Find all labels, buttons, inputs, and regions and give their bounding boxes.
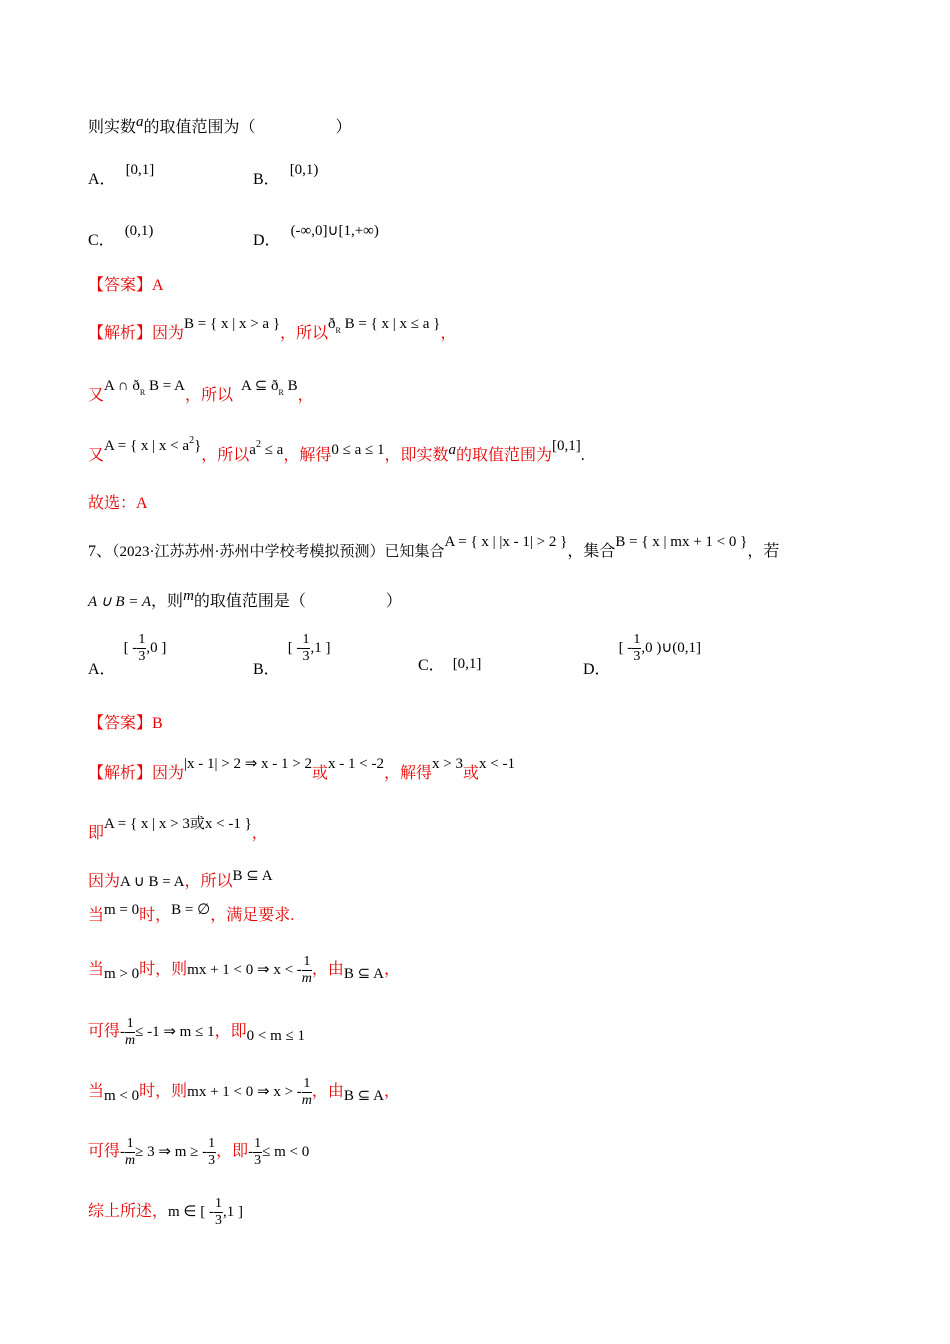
q7-a5-num: 1 — [303, 954, 311, 969]
q6-math-6-end: ≤ a — [260, 442, 284, 458]
q6-analysis-1a: 因为 — [152, 325, 185, 342]
q7-option-b-label: B． — [253, 660, 280, 678]
q7-a8-den2: 3 — [208, 1153, 216, 1168]
q6-math-6: a — [249, 442, 256, 458]
q6-line2-a: 又 — [88, 387, 105, 404]
q7-stem-line-1 — [88, 534, 780, 562]
q6-stem-text: 则实数 — [88, 119, 137, 136]
q6-line3-b: ，所以 — [201, 447, 250, 464]
q7-a7-math2: mx + 1 < 0 ⇒ x > - — [187, 1083, 302, 1100]
q7-a6-den: m — [125, 1033, 136, 1048]
q6-math-2: B = { x | x ≤ a } — [344, 316, 441, 332]
q7-a8-den: m — [125, 1153, 136, 1168]
q7-option-b — [253, 632, 331, 678]
q7-a5-b: 时，则 — [139, 960, 188, 978]
q7-a6-b: ，即 — [214, 1022, 247, 1040]
q7-a8-num2: 1 — [208, 1136, 216, 1151]
q7-a7-den: m — [301, 1093, 312, 1108]
q6-option-a-label: A． — [88, 171, 116, 188]
q7-option-b-post: ,1 ] — [310, 639, 331, 656]
q6-option-a-math: [0,1] — [125, 162, 155, 178]
q7-a8-num3: 1 — [254, 1136, 262, 1151]
q6-math-5-end: } — [194, 438, 202, 454]
q7-a1-solve: ，解得 — [383, 765, 432, 782]
q6-line3-c: ，解得 — [283, 447, 332, 464]
q7-analysis-line-5 — [88, 954, 400, 987]
q7-a5-math1: m > 0 — [104, 965, 140, 982]
q7-a1-math1: |x - 1| > 2 ⇒ x - 1 > 2 — [184, 756, 313, 772]
q6-conclusion: 故选：A — [88, 495, 148, 512]
q7-a1-math4: x < -1 — [478, 756, 515, 772]
q7-analysis-line-2 — [88, 816, 268, 844]
q6-analysis-label: 【解析】 — [88, 325, 153, 342]
q7-a7-math1: m < 0 — [104, 1087, 140, 1104]
q7-answer: 【答案】B — [88, 715, 163, 732]
q6-math-7: 0 ≤ a ≤ 1 — [331, 442, 385, 458]
q6-line3-f: . — [580, 447, 585, 464]
q6-option-c-math: (0,1) — [124, 223, 154, 239]
q6-option-d-math: (-∞,0]∪[1,+∞) — [290, 223, 379, 239]
q7-a9-num: 1 — [215, 1196, 222, 1211]
q7-a2-end: ， — [251, 825, 268, 842]
q7-a2: 即 — [88, 825, 105, 842]
q7-analysis-line-9 — [88, 1196, 243, 1229]
q7-line2-a: ，则 — [151, 593, 184, 610]
q7-option-a — [88, 632, 167, 678]
q7-option-b-den: 3 — [302, 649, 310, 664]
q6-math-3: A ∩ ð — [104, 378, 140, 394]
q7-a9-den: 3 — [215, 1213, 222, 1228]
q6-line2-b: ，所以 — [184, 387, 233, 404]
q7-a6: 可得 — [88, 1022, 121, 1040]
q7-a5-den: m — [301, 971, 312, 986]
q7-a5: 当 — [88, 960, 105, 978]
q7-a9-end: ,1 ] — [223, 1203, 243, 1220]
q6-stem-var: a — [136, 114, 144, 130]
q7-number: 7、 — [88, 543, 113, 560]
q7-set-b-text: ，集合 — [567, 543, 616, 560]
q7-option-d-num: 1 — [633, 632, 641, 647]
q7-analysis-line-3 — [88, 868, 273, 892]
q7-a8-math3: - — [248, 1143, 254, 1160]
q7-analysis-line-8 — [88, 1136, 309, 1169]
q7-a2-math: A = { x | x > 3或x < -1 } — [104, 816, 252, 832]
q6-math-4: A ⊆ ð — [240, 378, 279, 394]
q7-option-a-label: A． — [88, 660, 116, 678]
q7-a6-math3: 0 < m ≤ 1 — [246, 1027, 305, 1044]
q7-analysis-line-1 — [88, 756, 515, 784]
q7-option-a-num: 1 — [138, 632, 146, 647]
q7-a3: 因为 — [88, 873, 121, 890]
q7-analysis-label: 【解析】 — [88, 765, 153, 782]
q7-analysis-line-7 — [88, 1076, 400, 1109]
q7-a9-math: m ∈ [ - — [168, 1203, 214, 1220]
q7-a4-b: 时， — [139, 907, 172, 924]
q7-math-set-b: B = { x | mx + 1 < 0 } — [615, 534, 748, 550]
q6-math-3b: B = A — [148, 378, 185, 394]
q6-line3-e: 的取值范围为 — [456, 447, 553, 464]
q7-option-d-post: ,0 ) — [641, 639, 662, 656]
q7-line2-b: 的取值范围是（ ） — [193, 593, 402, 610]
q7-a9: 综上所述， — [88, 1202, 169, 1220]
q6-math-1: B = { x | x > a } — [184, 316, 281, 332]
q6-line3-d: ，即实数 — [384, 447, 449, 464]
q7-a8: 可得 — [88, 1142, 121, 1160]
q7-a7-c: ，由 — [311, 1082, 344, 1100]
q7-line2-math: A ∪ B = A — [88, 594, 152, 610]
q6-math-5-sup: 2 — [189, 435, 195, 446]
q7-a6-math1: - — [120, 1023, 126, 1040]
q6-stem — [88, 114, 352, 138]
q6-option-b — [253, 162, 319, 189]
q6-math-complement-sub: R — [335, 326, 341, 335]
q7-option-c — [418, 652, 481, 675]
q7-option-d-pre: [ - — [618, 639, 633, 656]
q6-analysis-line-3 — [88, 435, 585, 468]
q6-analysis-line-2: 又A ∩ $ð_R$ B = A，所以A ⊆ $ð_R$ B， — [88, 378, 314, 404]
q7-a7: 当 — [88, 1082, 105, 1100]
q7-a4-math2: B = ∅ — [171, 902, 211, 918]
q7-a7-math3: B ⊆ A — [343, 1087, 384, 1104]
q6-analysis-1c: ， — [440, 325, 457, 342]
q7-if-text: ，若 — [747, 543, 780, 560]
q7-analysis-line-6 — [88, 1016, 305, 1049]
q7-a8-b: ，即 — [216, 1142, 249, 1160]
q6-option-c — [88, 223, 154, 250]
q7-a8-math1: - — [120, 1143, 126, 1160]
q6-analysis-line-1 — [88, 316, 457, 346]
q7-a7-num: 1 — [303, 1076, 311, 1091]
q7-a1-math3: x > 3 — [432, 756, 463, 772]
q7-a6-math2: ≤ -1 ⇒ m ≤ 1 — [135, 1023, 215, 1040]
q7-source: （2023·江苏苏州·苏州中学校考模拟预测）已知集合 — [112, 544, 445, 560]
q7-option-d-tail: ∪(0,1] — [661, 639, 702, 656]
q7-a7-b: 时，则 — [139, 1082, 188, 1100]
q7-a4-c: ，满足要求. — [210, 907, 295, 924]
q7-a5-d: ， — [384, 960, 401, 978]
q7-a7-d: ， — [384, 1082, 401, 1100]
q6-line3-a: 又 — [88, 447, 105, 464]
q7-option-b-pre: [ - — [287, 639, 302, 656]
q7-option-a-pre: [ - — [123, 639, 138, 656]
q7-a8-math4: ≤ m < 0 — [262, 1143, 310, 1160]
q7-a3-b: ，所以 — [184, 873, 233, 890]
q7-option-a-post: ,0 ] — [146, 639, 167, 656]
q7-a3-math1: A ∪ B = A — [120, 874, 185, 890]
q7-option-d — [583, 632, 702, 678]
q7-a1-or: 或 — [312, 765, 329, 782]
q7-option-c-label: C． — [418, 657, 445, 674]
q7-line2-var: m — [183, 588, 194, 604]
q7-a5-math2: mx + 1 < 0 ⇒ x < - — [187, 961, 302, 978]
q6-math-4b: B — [287, 378, 298, 394]
q7-a4: 当 — [88, 907, 105, 924]
q6-math-9: [0,1] — [552, 438, 581, 454]
q7-math-set-a: A = { x | |x - 1| > 2 } — [444, 534, 568, 550]
q7-option-d-label: D． — [583, 660, 611, 678]
q7-a3-math2: B ⊆ A — [232, 868, 273, 884]
q6-math-6-sup: 2 — [255, 439, 261, 450]
q7-a1-math2: x - 1 < -2 — [328, 756, 384, 772]
q6-option-c-label: C． — [88, 232, 115, 249]
q7-option-d-den: 3 — [633, 649, 641, 664]
q6-analysis-1b: ，所以 — [280, 325, 329, 342]
q7-a8-math2: ≥ 3 ⇒ m ≥ - — [135, 1143, 208, 1160]
q7-a4-math1: m = 0 — [104, 902, 140, 918]
q6-option-d-label: D． — [253, 232, 281, 249]
q7-stem-line-2 — [88, 588, 402, 612]
q6-stem-tail: 的取值范围为（ ） — [143, 119, 352, 136]
q6-option-b-label: B． — [253, 171, 280, 188]
q7-a1: 因为 — [152, 765, 185, 782]
q6-option-b-math: [0,1) — [289, 162, 319, 178]
q7-option-b-num: 1 — [302, 632, 310, 647]
q6-math-8: a — [448, 442, 456, 458]
q6-line2-c: ， — [297, 387, 314, 404]
q6-option-d — [253, 223, 379, 250]
q7-a6-num: 1 — [126, 1016, 134, 1031]
q7-analysis-line-4 — [88, 902, 295, 926]
q7-a5-math3: B ⊆ A — [343, 965, 384, 982]
q6-answer: 【答案】A — [88, 277, 164, 294]
q7-a1-or2: 或 — [462, 765, 479, 782]
q7-a8-num: 1 — [126, 1136, 134, 1151]
q7-a5-c: ，由 — [311, 960, 344, 978]
q6-math-5: A = { x | x < a — [104, 438, 190, 454]
q7-option-c-math: [0,1] — [452, 656, 482, 672]
q7-option-a-den: 3 — [138, 649, 146, 664]
q6-option-a — [88, 162, 155, 189]
q7-a8-den3: 3 — [254, 1153, 262, 1168]
q6-math-complement: ð — [328, 316, 336, 332]
